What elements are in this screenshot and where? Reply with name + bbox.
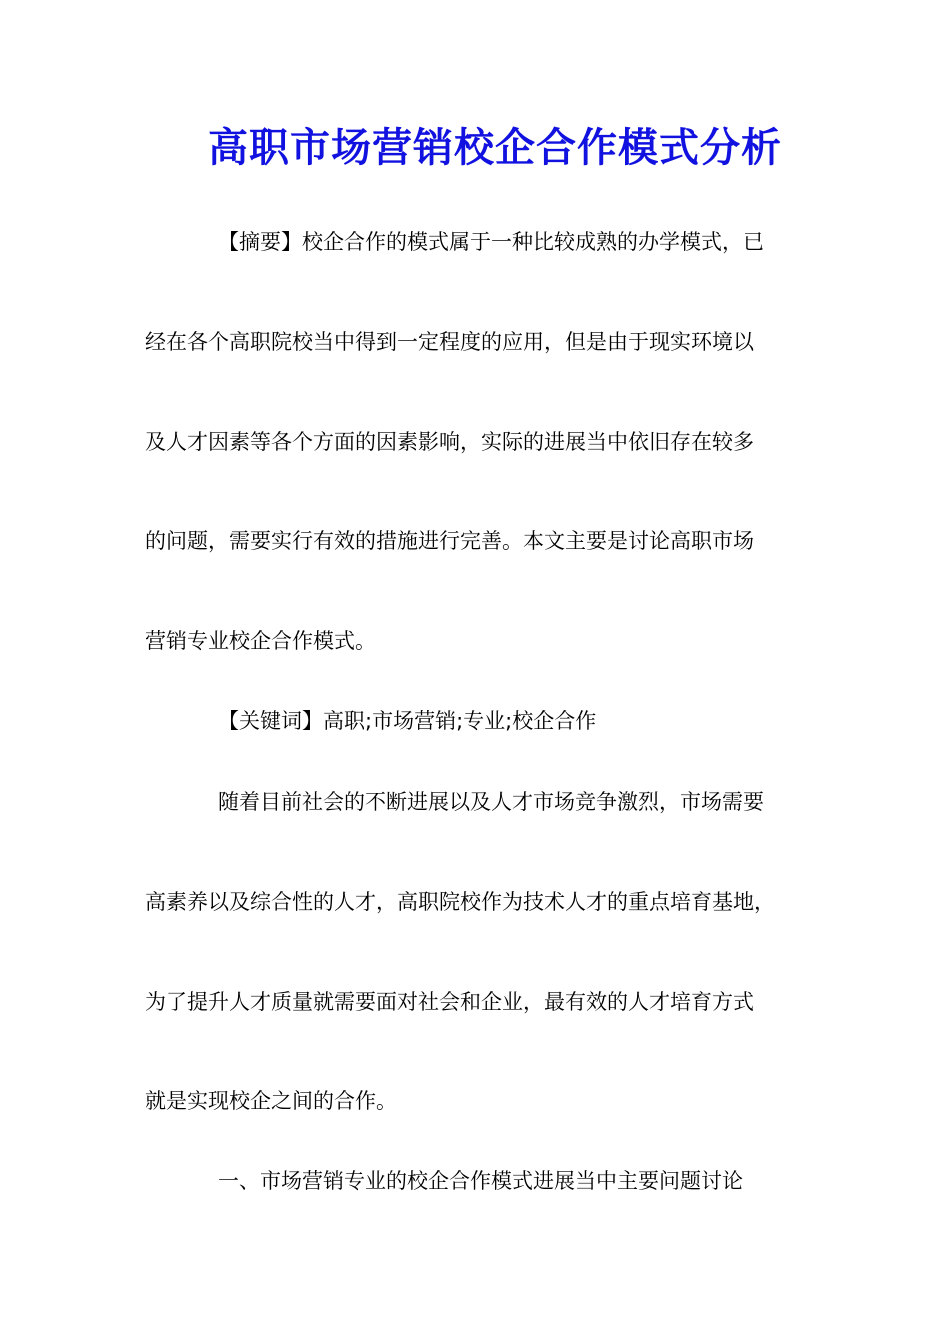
- abstract-line-2: 经在各个高职院校当中得到一定程度的应用，但是由于现实环境以: [145, 330, 754, 354]
- abstract-line-3: 及人才因素等各个方面的因素影响，实际的进展当中依旧存在较多: [145, 430, 754, 454]
- section-heading-1: 一、市场营销专业的校企合作模式进展当中主要问题讨论: [218, 1169, 743, 1193]
- body-line-3: 为了提升人才质量就需要面对社会和企业，最有效的人才培育方式: [145, 990, 754, 1014]
- body-line-1: 随着目前社会的不断进展以及人才市场竞争激烈，市场需要: [218, 790, 764, 814]
- keywords-line: 【关键词】高职;市场营销;专业;校企合作: [218, 709, 597, 733]
- abstract-line-1: 【摘要】校企合作的模式属于一种比较成熟的办学模式，已: [218, 230, 764, 254]
- body-line-2: 高素养以及综合性的人才，高职院校作为技术人才的重点培育基地，: [145, 890, 775, 914]
- body-line-4: 就是实现校企之间的合作。: [145, 1089, 397, 1113]
- abstract-line-5: 营销专业校企合作模式。: [145, 629, 376, 653]
- document-title: 高职市场营销校企合作模式分析: [208, 124, 782, 171]
- abstract-line-4: 的问题，需要实行有效的措施进行完善。本文主要是讨论高职市场: [145, 529, 754, 553]
